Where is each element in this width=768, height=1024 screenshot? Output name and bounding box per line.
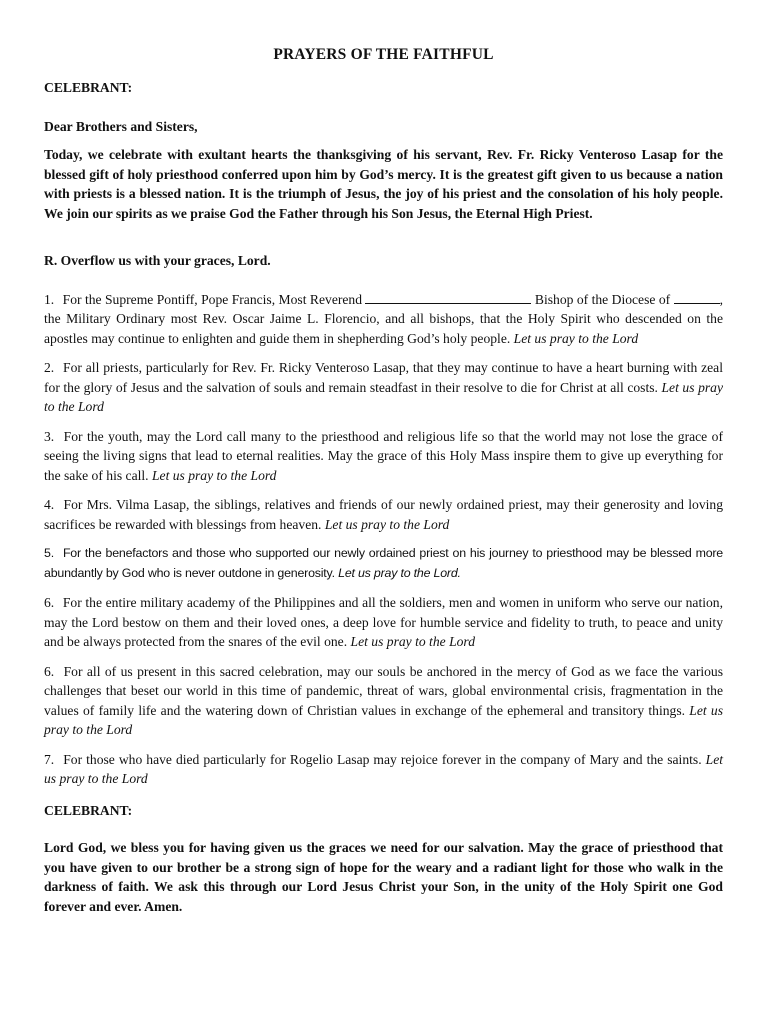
- response-line: R. Overflow us with your graces, Lord.: [44, 253, 271, 268]
- petition-number: 5.: [44, 546, 54, 560]
- petition-text: , the Military Ordinary most Rev. Oscar Jaime L. Florencio, and all bishops, that the Holy Spirit who descended on the apostles may continue to enlighten and guide them in shepherding God’s holy people.: [44, 291, 724, 346]
- petition-item: [44, 427, 723, 486]
- petition-number: 7.: [44, 751, 55, 767]
- petition-number: 6.: [44, 595, 55, 610]
- petition-text: Bishop of the Diocese of: [534, 291, 671, 307]
- blank-line: [365, 290, 531, 304]
- petition-response: Let us pray to the Lord: [513, 330, 639, 346]
- petition-text: For the entire military academy of the Philippines and all the soldiers, men and women in uniform who serve our nation, may the Lord bestow on them and their loved ones, a deep love for humble service and fidelity to truth, to peace and unity and be always protected from the snares of the evil one.: [44, 595, 723, 649]
- petition-item: [44, 593, 723, 652]
- petition-text: For the benefactors and those who supported our newly ordained priest on his journey to priesthood may be blessed more abundantly by God who is never outdone in generosity.: [44, 546, 724, 580]
- document-page: [44, 46, 723, 916]
- petition-number: 6.: [44, 663, 55, 679]
- petition-response: Let us pray to the Lord: [350, 634, 476, 649]
- closing-prayer: Lord God, we bless you for having given us the graces we need for our salvation. May the grace of priesthood that you have given to our brother be a strong sign of hope for the weary and a radiant light for those who walk in the darkness of faith. We ask this through our Lord Jesus Christ your Son, in the unity of the Holy Spirit one God forever and ever. Amen.: [44, 840, 723, 914]
- petition-response: Let us pray to the Lord: [324, 516, 450, 532]
- petition-response: Let us pray to the Lord.: [338, 565, 461, 580]
- petition-text: For all priests, particularly for Rev. Fr. Ricky Venteroso Lasap, that they may continue to have a heart burning with zeal for the glory of Jesus and the salvation of souls and remain steadfast in their resolve to die for Christ at all costs.: [44, 360, 723, 395]
- petition-item: [44, 544, 723, 583]
- petition-number: 2.: [44, 360, 55, 375]
- petition-number: 1.: [44, 291, 55, 307]
- petition-item: [44, 662, 723, 740]
- petition-response: Let us pray to the Lord: [151, 467, 277, 483]
- celebrant-label: CELEBRANT:: [44, 80, 133, 95]
- petition-number: 3.: [44, 428, 55, 444]
- petition-text: For Mrs. Vilma Lasap, the siblings, relatives and friends of our newly ordained priest, may their generosity and loving sacrifices be rewarded with blessings from heaven.: [44, 497, 723, 532]
- petition-text: For those who have died particularly for Rogelio Lasap may rejoice forever in the company of Mary and the saints.: [63, 751, 702, 767]
- greeting: Dear Brothers and Sisters,: [44, 118, 198, 134]
- petition-item: [44, 495, 723, 534]
- celebrant-label: CELEBRANT:: [44, 802, 133, 818]
- petition-item: [44, 358, 723, 417]
- intro-paragraph: Today, we celebrate with exultant hearts the thanksgiving of his servant, Rev. Fr. Ricky Venteroso Lasap for the blessed gift of holy priesthood conferred upon him by God’s mercy. It is the greatest gift given to us because a nation with priests is a blessed nation. It is the triumph of Jesus, the joy of his priest and the consolation of his holy people. We join our spirits as we praise God the Father through his Son Jesus, the Eternal High Priest.: [44, 147, 723, 221]
- blank-line: [674, 290, 720, 304]
- page-title: PRAYERS OF THE FAITHFUL: [273, 46, 494, 63]
- petition-text: For the Supreme Pontiff, Pope Francis, Most Reverend: [62, 291, 363, 307]
- petition-response: Let us pray to the Lord: [44, 751, 724, 786]
- petition-response: Let us pray to the Lord: [44, 702, 723, 737]
- petition-item: [44, 750, 723, 789]
- petition-number: 4.: [44, 497, 55, 512]
- petition-text: For the youth, may the Lord call many to the priesthood and religious life so that the world may not lose the grace of seeing the living signs that lead to eternal realities. May the grace of this Holy Mass inspire them to give up everything for the sake of his call.: [44, 428, 723, 483]
- petition-item: [44, 290, 723, 349]
- petition-response: Let us pray to the Lord: [44, 379, 723, 414]
- petition-text: For all of us present in this sacred celebration, may our souls be anchored in the mercy of God as we face the various challenges that beset our world in this time of pandemic, threat of wars, global environmental crisis, fragmentation in the values of family life and the watering down of Christian values in exchange of the ephemeral and transitory things.: [44, 663, 724, 718]
